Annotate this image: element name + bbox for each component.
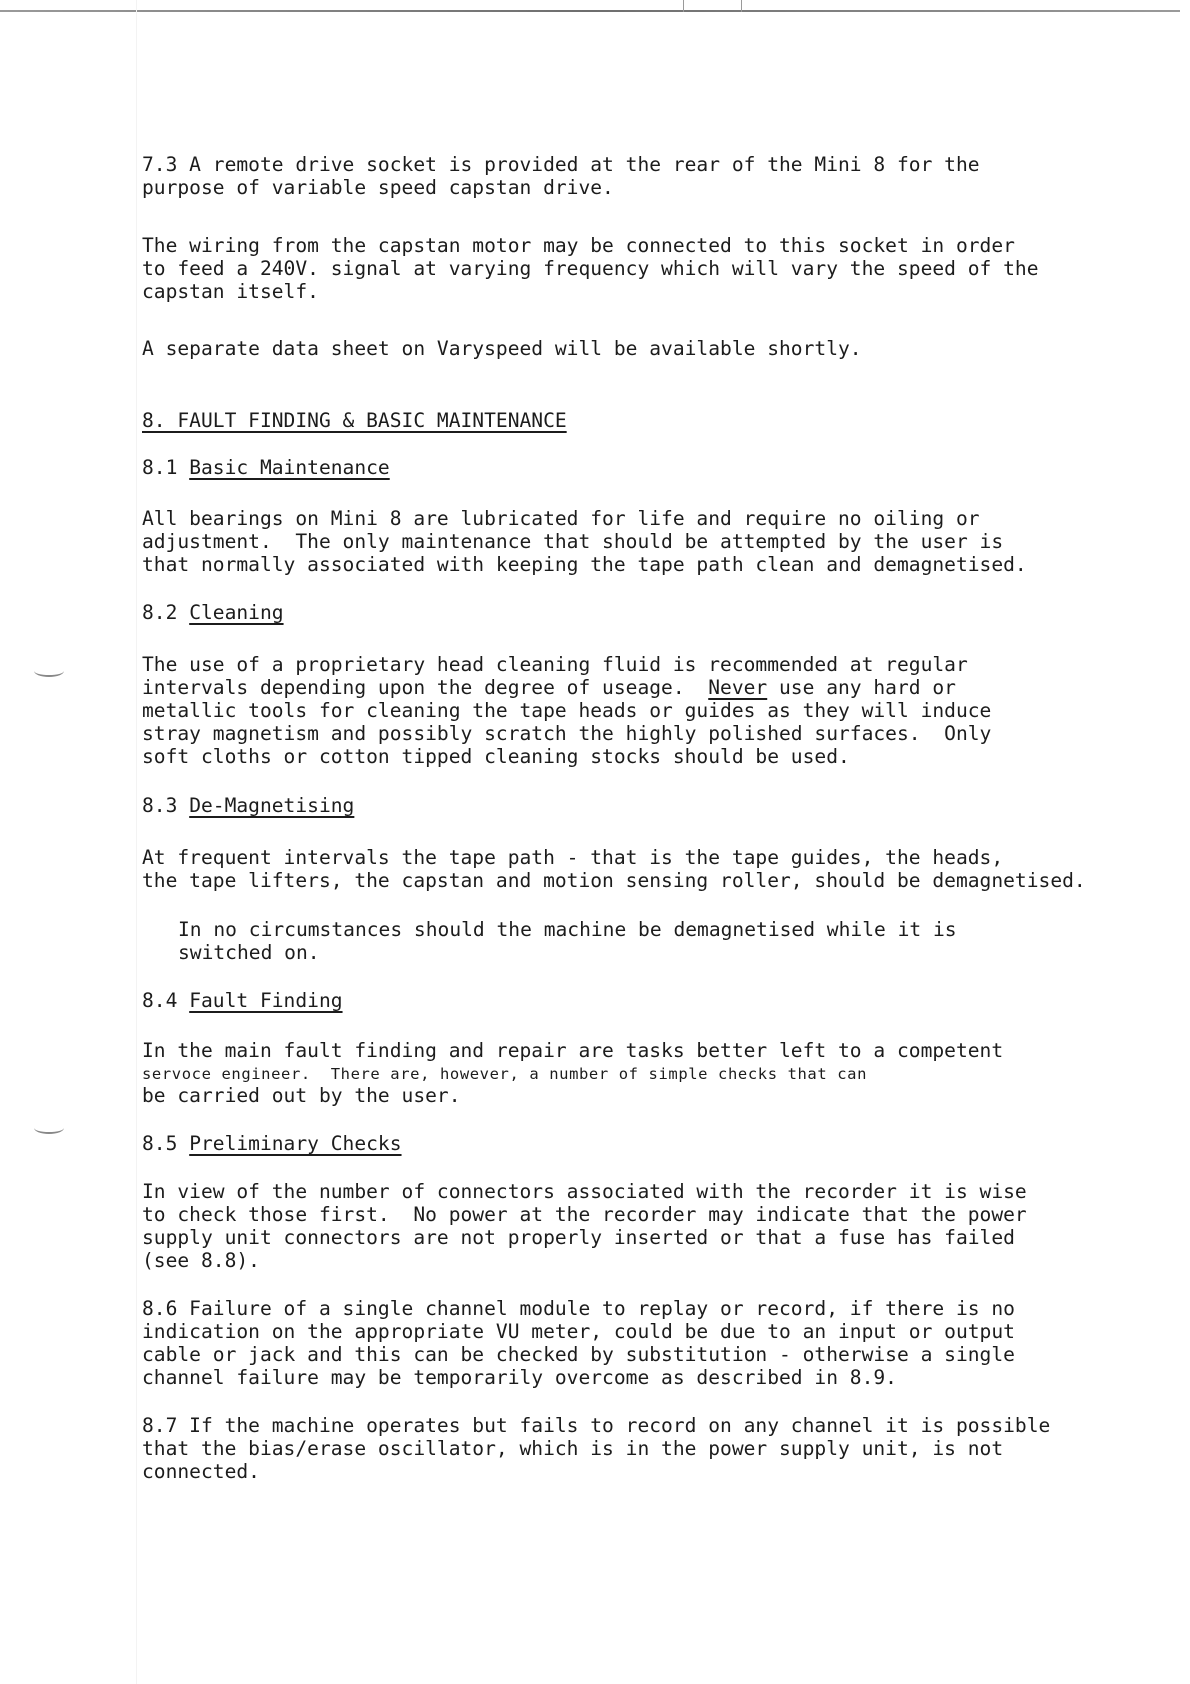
section-8-5-number: 8.5 [142, 1132, 190, 1155]
section-8-3-title: De-Magnetising [189, 794, 355, 817]
demagnetising-warning-line-2: switched on. [178, 941, 320, 964]
section-8-3-line-1: At frequent intervals the tape path - that is the tape guides, the heads, [142, 846, 1004, 869]
section-8-3-number: 8.3 [142, 794, 190, 817]
section-8-2-line-1: The use of a proprietary head cleaning fluid is recommended at regular [142, 653, 968, 676]
demagnetising-warning-line-1: In no circumstances should the machine be demagnetised while it is [178, 918, 957, 941]
separate-data-sheet-note: A separate data sheet on Varyspeed will be available shortly. [142, 337, 862, 360]
wiring-paragraph-line-2: to feed a 240V. signal at varying frequency which will vary the speed of the [142, 257, 1039, 280]
page-margin-line [136, 0, 137, 1684]
section-8-5-title: Preliminary Checks [189, 1132, 402, 1155]
section-8-5-line-4: (see 8.8). [142, 1249, 260, 1272]
never-emphasis: Never [708, 676, 768, 699]
section-8-7-line-3: connected. [142, 1460, 260, 1483]
section-8-1-heading [142, 456, 390, 479]
section-8-1-title: Basic Maintenance [189, 456, 390, 479]
section-8-7-line-2: that the bias/erase oscillator, which is in the power supply unit, is not [142, 1437, 1004, 1460]
wiring-paragraph-line-1: The wiring from the capstan motor may be connected to this socket in order [142, 234, 1015, 257]
section-8-2-line-2-end: use any hard or [767, 676, 956, 699]
section-8-3-heading [142, 794, 354, 817]
section-8-2-title: Cleaning [189, 601, 284, 624]
section-8-1-line-3: that normally associated with keeping the tape path clean and demagnetised. [142, 553, 1027, 576]
section-8-3-line-2: the tape lifters, the capstan and motion sensing roller, should be demagnetised. [142, 869, 1086, 892]
section-8-4-line-1: In the main fault finding and repair are tasks better left to a competent [142, 1039, 1004, 1062]
section-8-1-line-1: All bearings on Mini 8 are lubricated for life and require no oiling or [142, 507, 980, 530]
page-top-rule [0, 10, 1180, 12]
section-8-6-line-2: indication on the appropriate VU meter, could be due to an input or output [142, 1320, 1015, 1343]
section-7-3-line-2: purpose of variable speed capstan drive. [142, 176, 614, 199]
section-8-4-heading [142, 989, 343, 1012]
section-8-2-line-2 [142, 676, 956, 699]
section-8-6-line-4: channel failure may be temporarily overcome as described in 8.9. [142, 1366, 897, 1389]
section-8-7-line-1: 8.7 If the machine operates but fails to record on any channel it is possible [142, 1414, 1051, 1437]
section-8-4-title: Fault Finding [189, 989, 343, 1012]
section-8-2-line-5: soft cloths or cotton tipped cleaning stocks should be used. [142, 745, 850, 768]
section-8-4-line-3: be carried out by the user. [142, 1084, 461, 1107]
section-8-2-number: 8.2 [142, 601, 190, 624]
section-8-1-line-2: adjustment. The only maintenance that should be attempted by the user is [142, 530, 1004, 553]
section-8-6-line-1: 8.6 Failure of a single channel module to replay or record, if there is no [142, 1297, 1015, 1320]
section-8-5-heading [142, 1132, 402, 1155]
section-8-2-line-4: stray magnetism and possibly scratch the highly polished surfaces. Only [142, 722, 992, 745]
section-8-5-line-1: In view of the number of connectors associated with the recorder it is wise [142, 1180, 1027, 1203]
punch-hole-mark-lower [34, 1122, 64, 1134]
section-8-5-line-2: to check those first. No power at the recorder may indicate that the power [142, 1203, 1027, 1226]
wiring-paragraph-line-3: capstan itself. [142, 280, 319, 303]
section-8-6-line-3: cable or jack and this can be checked by substitution - otherwise a single [142, 1343, 1015, 1366]
section-8-5-line-3: supply unit connectors are not properly inserted or that a fuse has failed [142, 1226, 1015, 1249]
page-top-tick-right [741, 0, 742, 12]
section-7-3-line-1: 7.3 A remote drive socket is provided at the rear of the Mini 8 for the [142, 153, 980, 176]
section-8-4-line-2: servoce engineer. There are, however, a number of simple checks that can [142, 1065, 868, 1083]
punch-hole-mark-upper [34, 665, 64, 677]
section-8-2-line-2-start: intervals depending upon the degree of useage. [142, 676, 709, 699]
section-8-4-number: 8.4 [142, 989, 190, 1012]
section-8-heading: 8. FAULT FINDING & BASIC MAINTENANCE [142, 409, 567, 432]
section-8-2-line-3: metallic tools for cleaning the tape heads or guides as they will induce [142, 699, 992, 722]
section-8-1-number: 8.1 [142, 456, 190, 479]
section-8-2-heading [142, 601, 284, 624]
page-top-tick-left [683, 0, 684, 12]
